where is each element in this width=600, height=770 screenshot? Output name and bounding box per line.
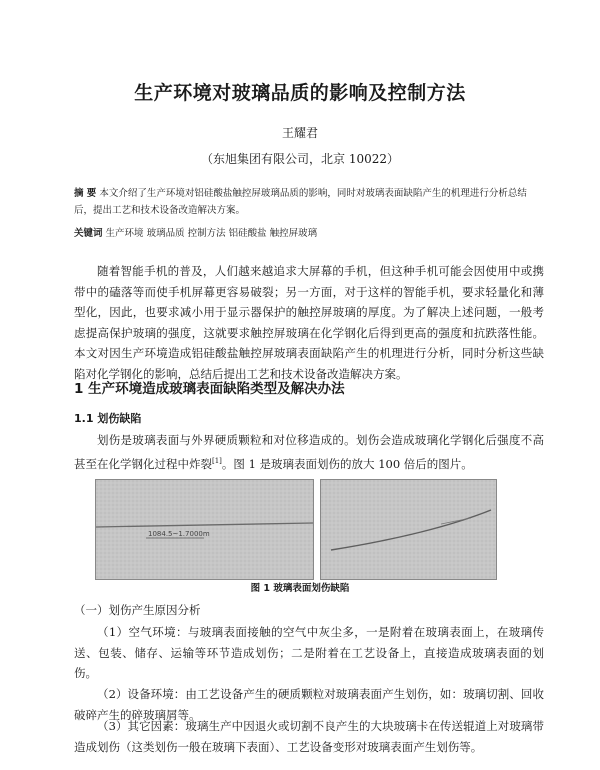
cause-3: （3）其它因素：玻璃生产中因退火或切割不良产生的大块玻璃卡在传送辊道上对玻璃带造成划伤（这类划伤一般在玻璃下表面）、工艺设备变形对玻璃表面产生划伤等。 — [74, 719, 544, 754]
cause-1: （1）空气环境：与玻璃表面接触的空气中灰尘多，一是附着在玻璃表面上，在玻璃传送、包装、储存、运输等环节造成划伤；二是附着在工艺设备上，直接造成玻璃表面的划伤。 — [74, 625, 544, 681]
scratch-text-b: 。图 1 是玻璃表面划伤的放大 100 倍后的图片。 — [221, 456, 473, 471]
scratch-text-a: 划伤是玻璃表面与外界硬质颗粒和对位移造成的。划伤会造成玻璃化学钢化后强度不高甚至在化学钢化过程中炸裂 — [74, 433, 544, 471]
scratch-image-left — [95, 479, 314, 580]
abstract — [74, 185, 534, 219]
abstract-label: 摘 要 — [74, 188, 97, 199]
scratch-image-right — [320, 479, 497, 580]
scale-label: 1084.5~1.7000m — [148, 530, 210, 538]
author-name: 王耀君 — [281, 126, 318, 140]
keywords-label: 关键词 — [74, 228, 103, 239]
section-1-1-heading: 1.1 划伤缺陷 — [74, 412, 142, 425]
cause-2: （2）设备环境：由工艺设备产生的硬质颗粒对玻璃表面产生划伤，如：玻璃切割、回收破碎产生的碎玻璃屑等。 — [74, 687, 544, 722]
affiliation: （东旭集团有限公司，北京 10022） — [201, 152, 399, 166]
section-1-heading: 1 生产环境造成玻璃表面缺陷类型及解决办法 — [74, 381, 345, 397]
keywords-text: 生产环境 玻璃品质 控制方法 铝硅酸盐 触控屏玻璃 — [105, 228, 318, 239]
abstract-text: 本文介绍了生产环境对铝硅酸盐触控屏玻璃品质的影响，同时对玻璃表面缺陷产生的机理进行分析总结后，提出工艺和技术设备改造解决方案。 — [74, 188, 527, 216]
scratch-paragraph — [74, 430, 544, 474]
citation-1: [1] — [212, 456, 222, 465]
paper-title: 生产环境对玻璃品质的影响及控制方法 — [134, 82, 466, 104]
figure-caption: 图 1 玻璃表面划伤缺陷 — [250, 583, 350, 594]
keywords — [74, 225, 534, 239]
intro-paragraph: 随着智能手机的普及，人们越来越追求大屏幕的手机，但这种手机可能会因使用中或携带中的磕落等而使手机屏幕更容易破裂；另一方面，对于这样的智能手机，要求轻量化和薄型化，因此，也要求减小用于显示器保护的触控屏玻璃的厚度。为了解决上述问题，一般考虑提高保护玻璃的强度，这就要求触控屏玻璃在化学钢化后得到更高的强度和抗跌落性能。本文对因生产环境造成铝硅酸盐触控屏玻璃表面缺陷产生的机理进行分析，同时分析这些缺陷对化学钢化的影响，总结后提出工艺和技术设备改造解决方案。 — [74, 264, 544, 381]
cause-heading: （一）划伤产生原因分析 — [74, 603, 201, 617]
